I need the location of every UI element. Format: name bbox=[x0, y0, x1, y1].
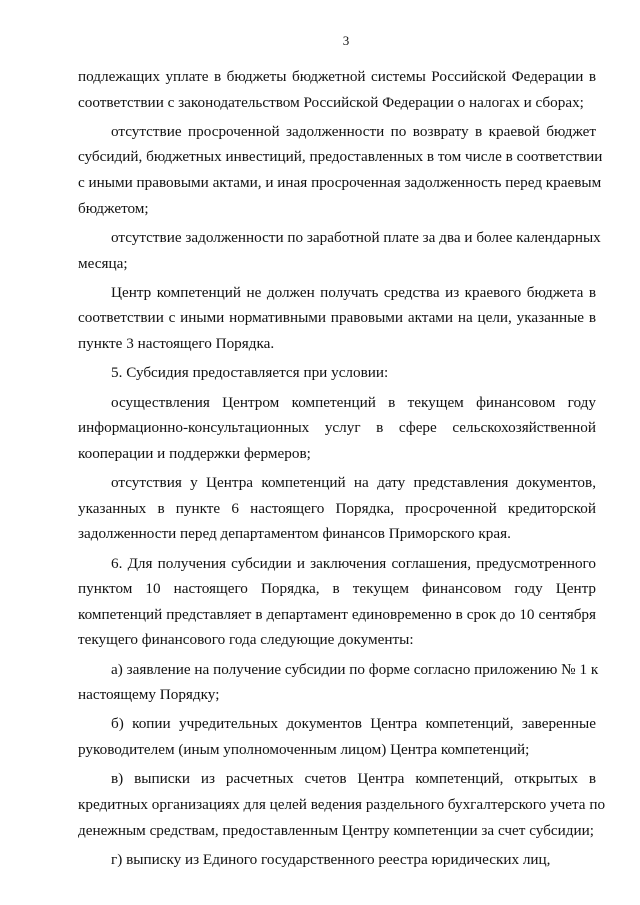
paragraph bbox=[78, 657, 599, 708]
paragraph bbox=[78, 470, 596, 547]
paragraph-line: отсутствие просроченной задолженности по возврату в краевой бюджет bbox=[111, 122, 596, 140]
paragraph bbox=[78, 766, 606, 843]
paragraph bbox=[78, 847, 596, 873]
document-body bbox=[78, 64, 606, 872]
paragraph-line: а) заявление на получение субсидии по форме согласно приложению № 1 к bbox=[111, 660, 599, 678]
paragraph-line: компетенций представляет в департамент единовременно в срок до 10 сентября bbox=[78, 605, 596, 623]
paragraph-line: Центр компетенций не должен получать средства из краевого бюджета в bbox=[111, 283, 596, 301]
paragraph-line: г) выписку из Единого государственного реестра юридических лиц, bbox=[111, 850, 551, 868]
paragraph-line: задолженности перед департаментом финансов Приморского края. bbox=[78, 525, 511, 543]
paragraph-line: пункте 3 настоящего Порядка. bbox=[78, 335, 275, 352]
paragraph bbox=[78, 119, 603, 221]
paragraph-line: 6. Для получения субсидии и заключения соглашения, предусмотренного bbox=[111, 554, 596, 572]
paragraph-line: отсутствия у Центра компетенций на дату представления документов, bbox=[111, 474, 596, 492]
paragraph bbox=[78, 360, 596, 386]
paragraph-line: 5. Субсидия предоставляется при условии: bbox=[111, 364, 389, 382]
paragraph bbox=[78, 551, 596, 653]
paragraph-line: осуществления Центром компетенций в текущем финансовом году bbox=[111, 393, 596, 411]
paragraph bbox=[78, 64, 596, 115]
paragraph-line: соответствии с законодательством Российской Федерации о налогах и сборах; bbox=[78, 93, 584, 111]
paragraph-line: кооперации и поддержки фермеров; bbox=[78, 444, 311, 462]
paragraph-line: отсутствие задолженности по заработной плате за два и более календарных bbox=[111, 228, 601, 246]
paragraph-line: кредитных организациях для целей ведения раздельного бухгалтерского учета по bbox=[78, 795, 606, 813]
page-number: 3 bbox=[342, 33, 350, 48]
paragraph bbox=[78, 390, 596, 467]
paragraph bbox=[78, 711, 596, 762]
paragraph-line: субсидий, бюджетных инвестиций, предоставленных в том числе в соответствии bbox=[78, 148, 603, 166]
paragraph-line: денежным средствам, предоставленным Центру компетенции за счет субсидии; bbox=[78, 821, 594, 839]
paragraph-line: подлежащих уплате в бюджеты бюджетной системы Российской Федерации в bbox=[78, 68, 596, 85]
paragraph-line: с иными правовыми актами, и иная просроченная задолженность перед краевым bbox=[78, 174, 602, 192]
paragraph-line: соответствии с иными нормативными правовыми актами на цели, указанные в bbox=[78, 309, 596, 327]
paragraph bbox=[78, 225, 601, 276]
paragraph-line: настоящему Порядку; bbox=[78, 686, 220, 704]
paragraph-line: бюджетом; bbox=[78, 199, 149, 217]
paragraph-line: руководителем (иным уполномоченным лицом) Центра компетенций; bbox=[78, 741, 530, 759]
paragraph-line: информационно-консультационных услуг в сфере сельскохозяйственной bbox=[78, 419, 596, 437]
paragraph-line: б) копии учредительных документов Центра компетенций, заверенные bbox=[111, 715, 596, 733]
paragraph-line: указанных в пункте 6 настоящего Порядка, просроченной кредиторской bbox=[78, 499, 596, 517]
paragraph-line: пунктом 10 настоящего Порядка, в текущем финансовом году Центр bbox=[78, 580, 596, 598]
paragraph-line: в) выписки из расчетных счетов Центра компетенций, открытых в bbox=[111, 770, 596, 788]
paragraph-line: месяца; bbox=[78, 254, 128, 272]
paragraph bbox=[78, 280, 596, 357]
paragraph-line: текущего финансового года следующие документы: bbox=[78, 631, 414, 649]
